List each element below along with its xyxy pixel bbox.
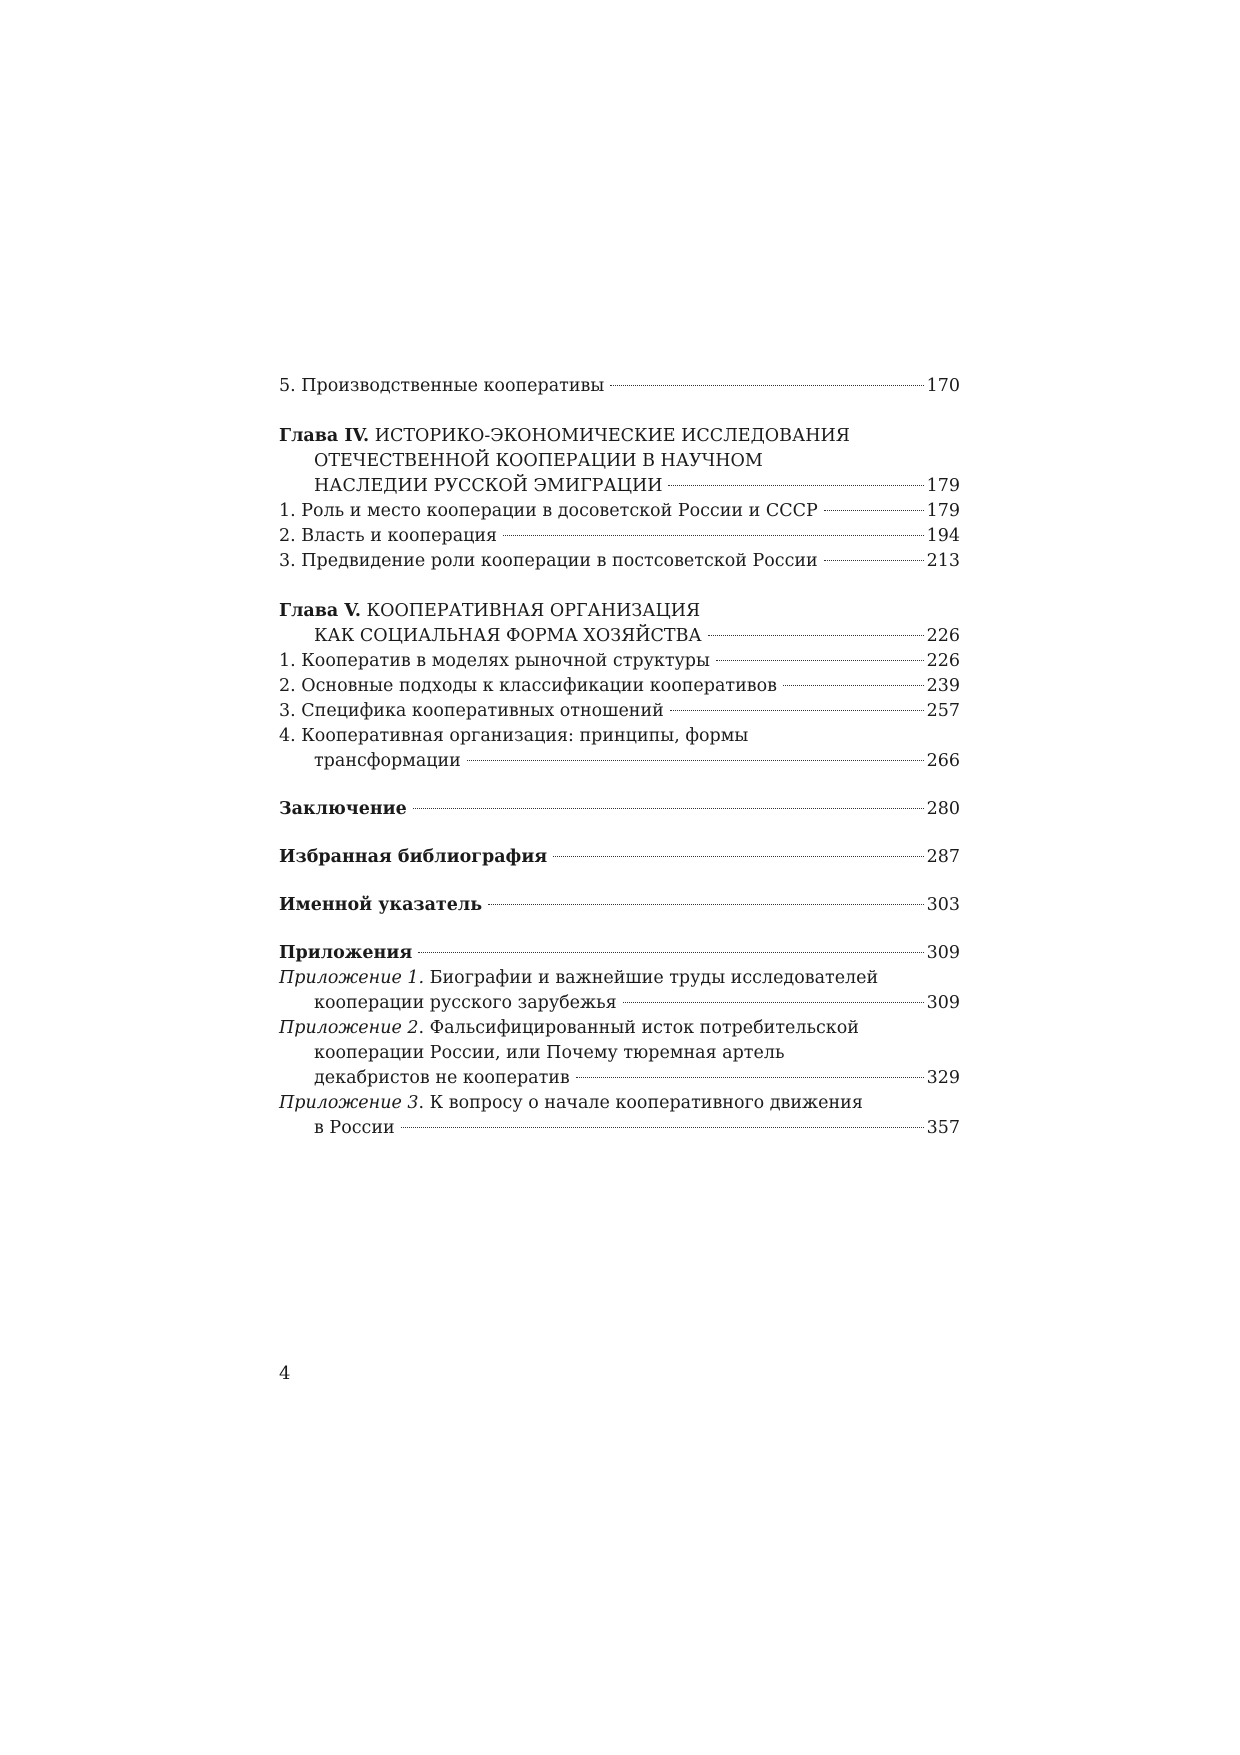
- leader-dots: [553, 856, 923, 857]
- toc-entry-conclusion[interactable]: [279, 797, 960, 822]
- toc-entry-appendices[interactable]: [279, 941, 960, 966]
- chapter-4-heading-line3[interactable]: [279, 474, 960, 499]
- appendix-title-part: кооперации России, или Почему тюремная артель: [314, 1043, 785, 1063]
- toc-entry-title: Приложения: [279, 943, 413, 963]
- toc-entry-appendix-2-line3[interactable]: [279, 1066, 960, 1091]
- toc-page-number: 213: [926, 551, 960, 571]
- appendix-label: Приложение 2: [279, 1018, 419, 1038]
- toc-entry-title: Заключение: [279, 799, 407, 819]
- spacer: [279, 822, 960, 845]
- toc-entry-ch5-sec4-line2[interactable]: [279, 749, 960, 774]
- toc-entry-title: 1. Кооператив в моделях рыночной структуры: [279, 651, 710, 671]
- chapter-label: Глава IV.: [279, 426, 370, 446]
- toc-entry-title: 2. Власть и кооперация: [279, 526, 498, 546]
- leader-dots: [488, 904, 923, 905]
- toc-entry-ch5-sec1[interactable]: [279, 649, 960, 674]
- chapter-5-heading-line1[interactable]: [279, 599, 960, 624]
- toc-page-number: 239: [926, 676, 960, 696]
- leader-dots: [708, 635, 924, 636]
- toc-entry-section-5[interactable]: [279, 374, 960, 399]
- toc-page-number: 266: [926, 751, 960, 771]
- appendix-label: Приложение 1.: [279, 968, 425, 988]
- toc-entry-appendix-3-line2[interactable]: [279, 1116, 960, 1141]
- chapter-title-part: КАК СОЦИАЛЬНАЯ ФОРМА ХОЗЯЙСТВА: [314, 626, 702, 646]
- toc-entry-ch4-sec1[interactable]: [279, 499, 960, 524]
- appendix-title-part: . К вопросу о начале кооперативного движения: [418, 1093, 863, 1113]
- chapter-4-heading-line2: [279, 449, 960, 474]
- page-number: 4: [279, 1363, 291, 1384]
- leader-dots: [668, 485, 923, 486]
- leader-dots: [610, 385, 923, 386]
- spacer: [279, 574, 960, 599]
- leader-dots: [413, 808, 924, 809]
- leader-dots: [623, 1002, 924, 1003]
- toc-page-number: 309: [926, 943, 960, 963]
- appendix-label: Приложение 3: [279, 1093, 419, 1113]
- leader-dots: [418, 952, 923, 953]
- spacer: [279, 918, 960, 941]
- toc-page-number: 179: [926, 501, 960, 521]
- toc-page-number: 170: [926, 376, 960, 396]
- spacer: [279, 870, 960, 893]
- toc-page-number: 357: [926, 1118, 960, 1138]
- toc-entry-bibliography[interactable]: [279, 845, 960, 870]
- toc-page-number: 303: [926, 895, 960, 915]
- leader-dots: [576, 1077, 924, 1078]
- toc-page-number: 309: [926, 993, 960, 1013]
- toc-entry-appendix-3-line1[interactable]: [279, 1091, 960, 1116]
- toc-entry-appendix-2-line1[interactable]: [279, 1016, 960, 1041]
- chapter-label: Глава V.: [279, 601, 361, 621]
- leader-dots: [467, 760, 924, 761]
- toc-entry-ch5-sec3[interactable]: [279, 699, 960, 724]
- toc-entry-title: Именной указатель: [279, 895, 483, 915]
- leader-dots: [783, 685, 924, 686]
- toc-entry-appendix-1-line2[interactable]: [279, 991, 960, 1016]
- toc-entry-title: 3. Специфика кооперативных отношений: [279, 701, 664, 721]
- toc-entry-title: 3. Предвидение роли кооперации в постсоветской России: [279, 551, 818, 571]
- toc-entry-title: трансформации: [314, 751, 461, 771]
- toc-page-number: 280: [926, 799, 960, 819]
- toc-page-number: 179: [926, 476, 960, 496]
- appendix-title-part: . Фальсифицированный исток потребительской: [418, 1018, 859, 1038]
- leader-dots: [503, 535, 924, 536]
- toc-page-number: 226: [926, 626, 960, 646]
- appendix-title-part: кооперации русского зарубежья: [314, 993, 617, 1013]
- spacer: [279, 774, 960, 797]
- chapter-title-part: КООПЕРАТИВНАЯ ОРГАНИЗАЦИЯ: [366, 601, 701, 621]
- toc-entry-title: Избранная библиография: [279, 847, 548, 867]
- toc-page-number: 329: [926, 1068, 960, 1088]
- chapter-5-heading-line2[interactable]: [279, 624, 960, 649]
- chapter-title-part: НАСЛЕДИИ РУССКОЙ ЭМИГРАЦИИ: [314, 476, 663, 496]
- toc-page-number: 194: [926, 526, 960, 546]
- toc-entry-title: 4. Кооперативная организация: принципы, формы: [279, 726, 749, 746]
- appendix-title-part: декабристов не кооператив: [314, 1068, 570, 1088]
- spacer: [279, 399, 960, 424]
- leader-dots: [716, 660, 924, 661]
- toc-entry-title: 1. Роль и место кооперации в досоветской России и СССР: [279, 501, 818, 521]
- toc-entry-title: 5. Производственные кооперативы: [279, 376, 605, 396]
- toc-entry-name-index[interactable]: [279, 893, 960, 918]
- toc-page-number: 287: [926, 847, 960, 867]
- appendix-title-part: в России: [314, 1118, 395, 1138]
- toc-entry-appendix-2-line2: [279, 1041, 960, 1066]
- appendix-title-part: Биографии и важнейшие труды исследователей: [424, 968, 879, 988]
- leader-dots: [824, 560, 924, 561]
- toc-entry-ch4-sec2[interactable]: [279, 524, 960, 549]
- chapter-title-part: ИСТОРИКО-ЭКОНОМИЧЕСКИЕ ИССЛЕДОВАНИЯ: [374, 426, 850, 446]
- chapter-title-part: ОТЕЧЕСТВЕННОЙ КООПЕРАЦИИ В НАУЧНОМ: [314, 451, 763, 471]
- toc-entry-title: 2. Основные подходы к классификации кооперативов: [279, 676, 777, 696]
- chapter-4-heading-line1[interactable]: [279, 424, 960, 449]
- toc-page-number: 257: [926, 701, 960, 721]
- table-of-contents: [279, 374, 960, 1141]
- leader-dots: [824, 510, 924, 511]
- toc-entry-ch4-sec3[interactable]: [279, 549, 960, 574]
- toc-entry-ch5-sec2[interactable]: [279, 674, 960, 699]
- leader-dots: [401, 1127, 924, 1128]
- toc-entry-ch5-sec4-line1[interactable]: [279, 724, 960, 749]
- toc-page-number: 226: [926, 651, 960, 671]
- toc-entry-appendix-1-line1[interactable]: [279, 966, 960, 991]
- leader-dots: [670, 710, 924, 711]
